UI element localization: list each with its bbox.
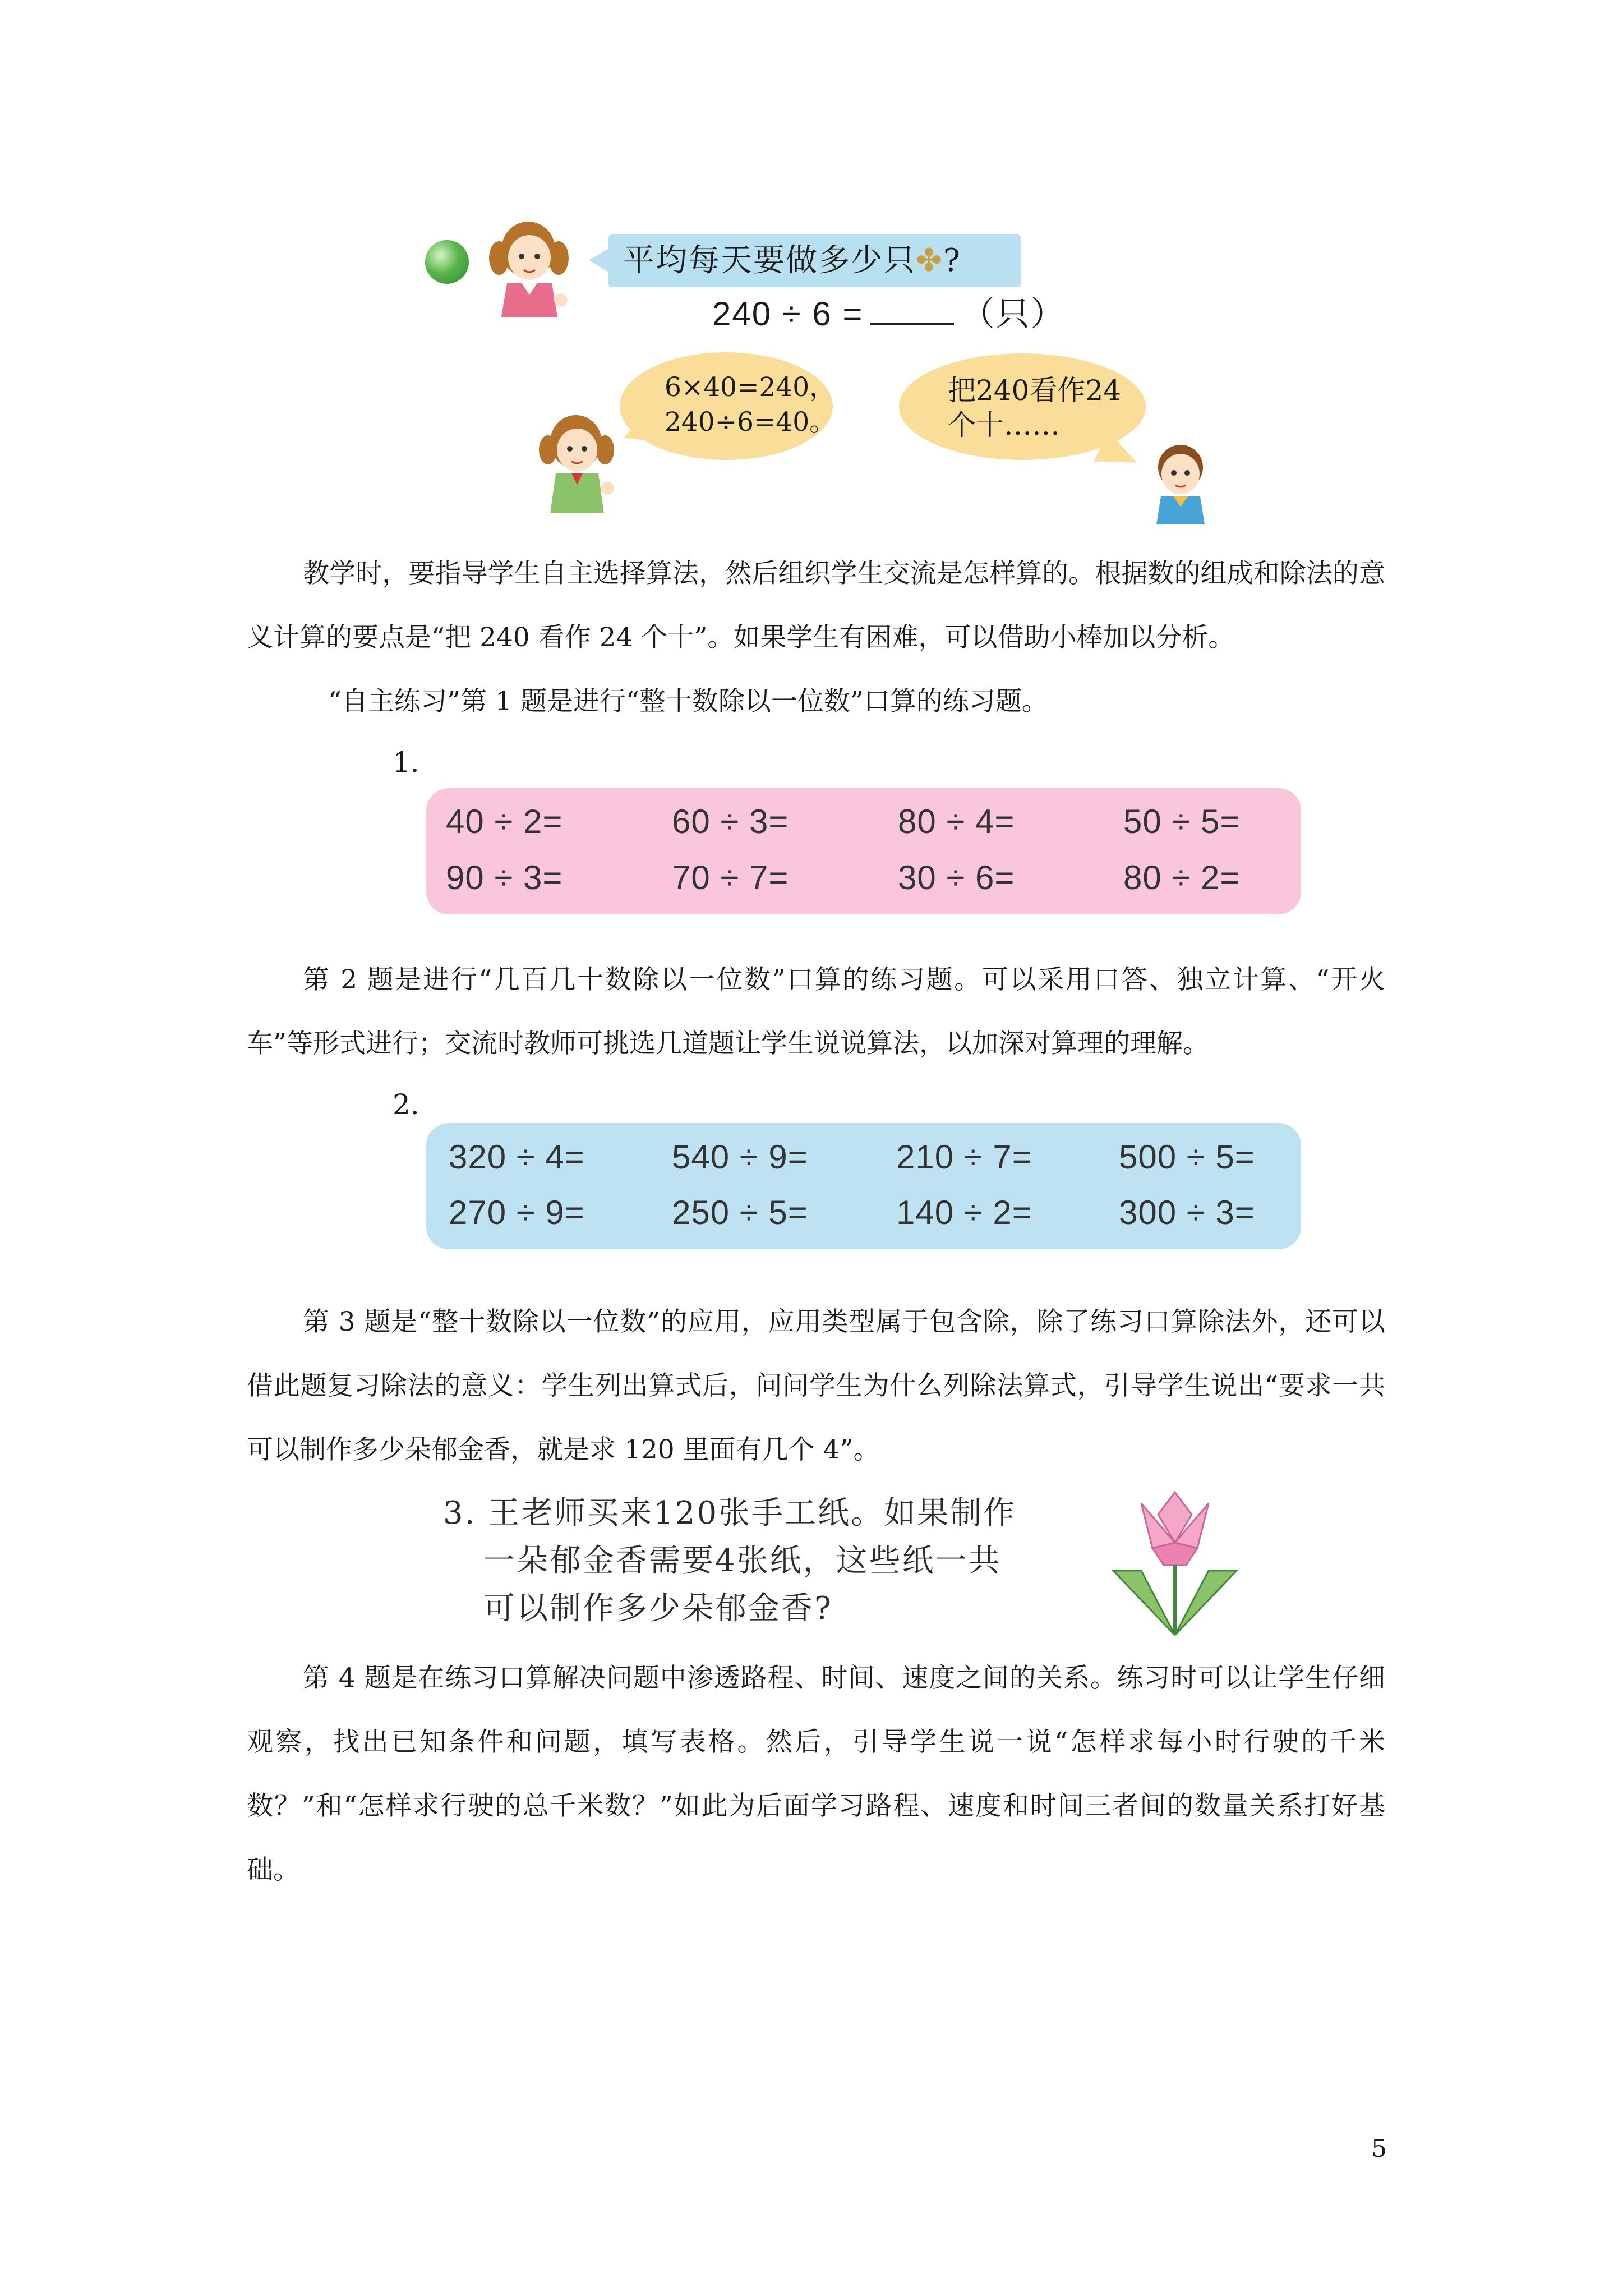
dragonfly-icon: ✤ (916, 242, 943, 279)
calc-item: 80 ÷ 4= (898, 803, 1015, 840)
calc-item: 40 ÷ 2= (446, 803, 563, 840)
question-bubble: 平均每天要做多少只✤? (608, 234, 1021, 287)
boy-illustration (1144, 440, 1217, 524)
paragraph-2: “自主练习”第 1 题是进行“整十数除以一位数”口算的练习题。 (328, 686, 1048, 717)
green-circle-icon (425, 240, 469, 284)
answer-blank (870, 301, 954, 325)
calc-item: 300 ÷ 3= (1119, 1194, 1255, 1231)
exercise-3-text: 3. 王老师买来120张手工纸。如果制作 一朵郁金香需要4张纸，这些纸一共 可以制作多少朵郁金香? (443, 1495, 1017, 1627)
paragraph-4: 第 3 题是“整十数除以一位数”的应用，应用类型属于包含除，除了练习口算除法外，还可以借此题复习除法的意义：学生列出算式后，问问学生为什么列除法算式，引导学生说出“要求一共可以制作多少朵郁金香，就是求 120 里面有几个 4”。 (247, 1306, 1385, 1465)
page-number: 5 (1371, 2134, 1387, 2163)
calc-item: 140 ÷ 2= (896, 1194, 1032, 1231)
calc-item: 270 ÷ 9= (449, 1194, 585, 1231)
calc-item: 70 ÷ 7= (672, 859, 789, 896)
speech-bubble-tail (589, 247, 611, 274)
division-equation: 240 ÷ 6 = （只） (712, 295, 1066, 334)
tulip-illustration (1108, 1487, 1242, 1638)
calc-item: 500 ÷ 5= (1119, 1138, 1255, 1176)
paragraph-3: 第 2 题是进行“几百几十数除以一位数”口算的练习题。可以采用口答、独立计算、“开火车”等形式进行；交流时教师可挑选几道题让学生说说算法，以加深对算理的理解。 (247, 964, 1385, 1059)
calc-item: 540 ÷ 9= (672, 1138, 808, 1176)
girl-illustration-bottom (530, 409, 625, 513)
calc-item: 320 ÷ 4= (449, 1138, 585, 1176)
paragraph-1: 教学时，要指导学生自主选择算法，然后组织学生交流是怎样算的。根据数的组成和除法的意义计算的要点是“把 240 看作 24 个十”。如果学生有困难，可以借助小棒加以分析。 (247, 558, 1385, 653)
girl-illustration-top (482, 216, 578, 317)
calc-item: 30 ÷ 6= (898, 859, 1015, 896)
paragraph-5: 第 4 题是在练习口算解决问题中渗透路程、时间、速度之间的关系。练习时可以让学生仔细观察，找出已知条件和问题，填写表格。然后，引导学生说一说“怎样求每小时行驶的千米数？”和“怎样求行驶的总千米数？”如此为后面学习路程、速度和时间三者间的数量关系打好基础。 (247, 1663, 1385, 1885)
calc-item: 50 ÷ 5= (1123, 803, 1241, 840)
calc-item: 60 ÷ 3= (672, 803, 789, 840)
calc-item: 250 ÷ 5= (672, 1194, 808, 1231)
calc-item: 80 ÷ 2= (1123, 859, 1241, 896)
bubble-left-text: 6×40=240， 240÷6=40。 (665, 372, 836, 438)
exercise-1-number: 1. (393, 746, 419, 779)
bubble-right-text: 把240看作24 个十…… (948, 374, 1122, 441)
calc-item: 210 ÷ 7= (896, 1138, 1032, 1176)
exercise-2-number: 2. (393, 1088, 419, 1121)
calc-item: 90 ÷ 3= (446, 859, 563, 896)
